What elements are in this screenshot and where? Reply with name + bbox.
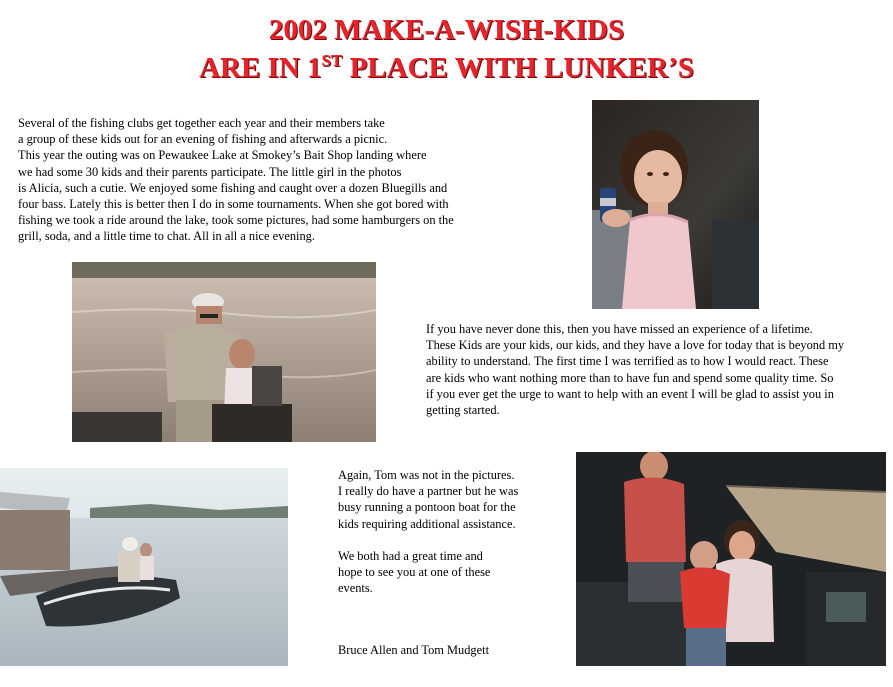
partner-paragraph — [338, 467, 548, 597]
middle-line: if you ever get the urge to want to help with an event I will be glad to assist you in — [426, 386, 834, 401]
tom-line: Again, Tom was not in the pictures. — [338, 468, 515, 482]
photo-girl-with-soda — [592, 100, 759, 309]
tom-line: kids requiring additional assistance. — [338, 516, 516, 531]
photo-bass-boat-at-dock — [0, 468, 288, 666]
title-superscript: ST — [321, 51, 343, 70]
intro-line: Several of the fishing clubs get together each year and their members take — [18, 116, 385, 130]
middle-line: If you have never done this, then you have missed an experience of a lifetime. — [426, 322, 813, 336]
tom-line: busy running a pontoon boat for the — [338, 500, 516, 515]
intro-line: a group of these kids out for an evening of fishing and afterwards a picnic. — [18, 132, 388, 147]
middle-line: getting started. — [426, 403, 500, 418]
intro-line: fishing we took a ride around the lake, took some pictures, had some hamburgers on the — [18, 213, 454, 228]
tom-line: hope to see you at one of these — [338, 565, 491, 580]
intro-line: four bass. Lately this is better then I do in some tournaments. When she got bored with — [18, 197, 449, 212]
signature: Bruce Allen and Tom Mudgett — [338, 643, 490, 657]
tom-line: We both had a great time and — [338, 549, 483, 564]
tom-line: events. — [338, 581, 373, 596]
title-text-1: 2002 MAKE-A-WISH-KIDS — [268, 14, 625, 46]
photo-man-and-girl-on-boat — [72, 262, 376, 442]
page-title-line-1 — [0, 14, 893, 46]
tom-line: I really do have a partner but he was — [338, 484, 519, 499]
intro-line: grill, soda, and a little time to chat. All in all a nice evening. — [18, 229, 315, 244]
intro-line: we had some 30 kids and their parents participate. The little girl in the photos — [18, 164, 402, 179]
intro-line: is Alicia, such a cutie. We enjoyed some fishing and caught over a dozen Bluegills and — [18, 180, 448, 195]
middle-line: These Kids are your kids, our kids, and they have a love for today that is beyond my — [426, 338, 845, 353]
intro-paragraph — [18, 115, 498, 245]
title-text-2b: PLACE WITH LUNKER’S — [342, 52, 694, 84]
lifetime-experience-paragraph — [426, 321, 888, 418]
photo-kids-in-life-jackets — [576, 452, 886, 666]
page-title-line-2 — [0, 52, 893, 84]
title-text-2a: ARE IN 1 — [199, 52, 322, 84]
middle-line: are kids who want nothing more than to have fun and spend some quality time. So — [426, 370, 834, 385]
tom-line — [338, 532, 548, 548]
middle-line: ability to understand. The first time I was terrified as to how I would react. These — [426, 354, 829, 369]
intro-line: This year the outing was on Pewaukee Lake at Smokey’s Bait Shop landing where — [18, 148, 427, 163]
